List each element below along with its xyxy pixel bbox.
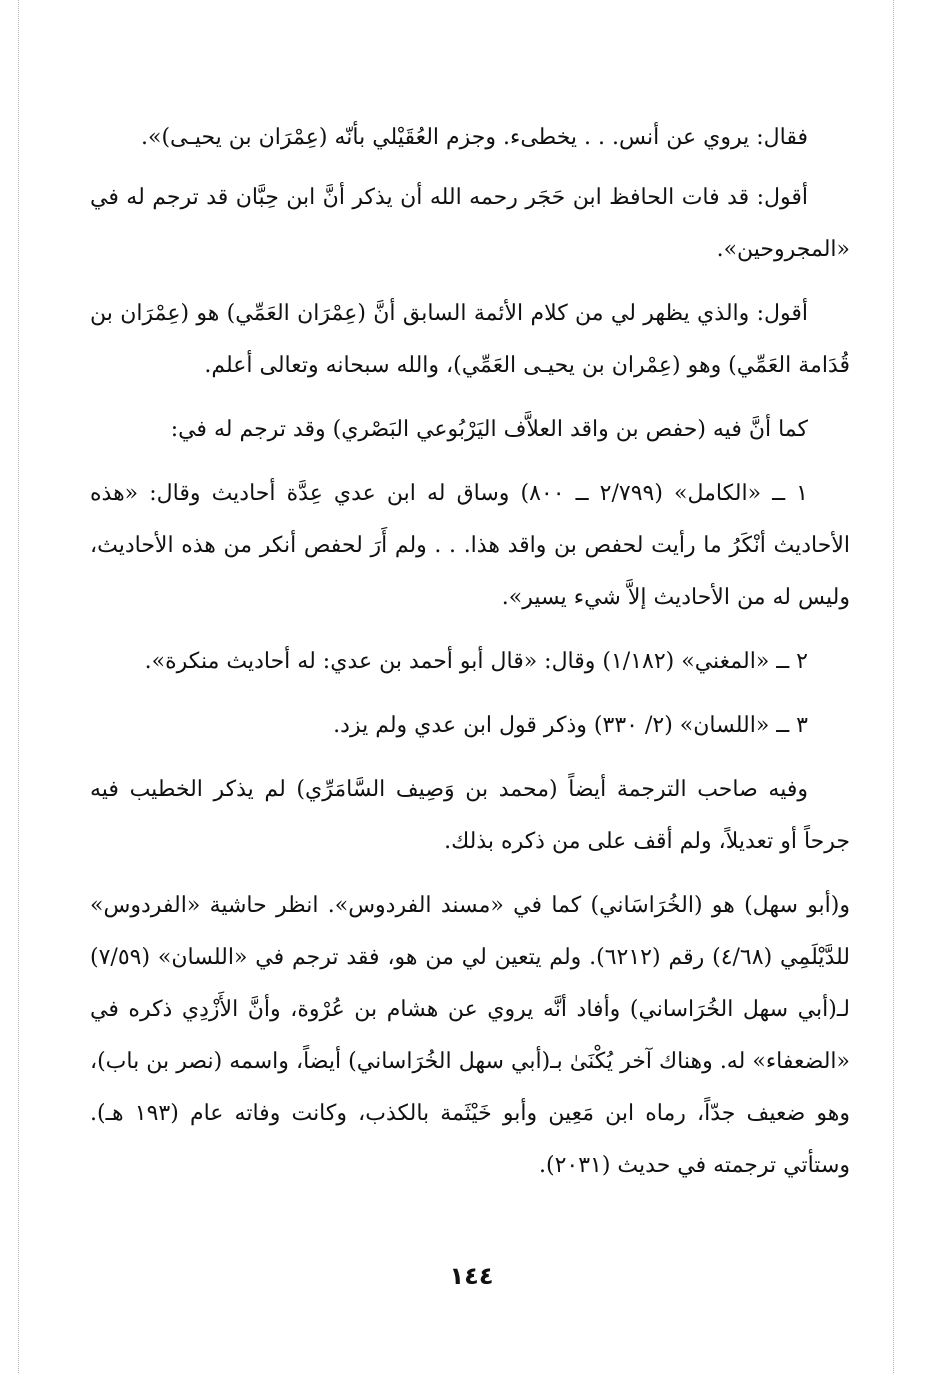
paragraph-8: وفيه صاحب الترجمة أيضاً (محمد بن وَصِيف السَّامَرِّي) لم يذكر الخطيب فيه جرحاً أو تعديلاً، ولم أقف على من ذكره بذلك. <box>90 777 850 854</box>
page-number: ١٤٤ <box>449 1262 494 1290</box>
paragraph-1: فقال: يروي عن أنس. . . يخطىء. وجزم العُقَيْلي بأنّه (عِمْرَان بن يحيـى)». <box>141 125 808 150</box>
paragraph-2: أقول: قد فات الحافظ ابن حَجَر رحمه الله أن يذكر أنَّ ابن حِبَّان قد ترجم له في «المجروحين». <box>90 185 850 262</box>
paragraph-7: ٣ ــ «اللسان» (٢/ ٣٣٠) وذكر قول ابن عدي ولم يزد. <box>333 713 808 738</box>
paragraph-9: و(أبو سهل) هو (الخُرَاسَاني) كما في «مسند الفردوس». انظر حاشية «الفردوس» للدَّيْلَمِي (٤/٦٨) رقم (٦٢١٢). ولم يتعين لي من هو، فقد ترجم في «اللسان» (٧/٥٩) لـ(أبي سهل الخُرَاساني) وأفاد أنَّه يروي عن هشام بن عُرْوة، وأنَّ الأَزْدِي ذكره في «الضعفاء» له. وهناك آخر يُكْنَىٰ بـ(أبي سهل الخُرَاساني) أيضاً، واسمه (نصر بن باب)، وهو ضعيف جدّاً، رماه ابن مَعِين وأبو خَيْثَمة بالكذب، وكانت وفاته عام (١٩٣ هـ). وستأتي ترجمته في حديث (٢٠٣١). <box>90 893 851 1178</box>
paragraph-6: ٢ ــ «المغني» (١/١٨٢) وقال: «قال أبو أحمد بن عدي: له أحاديث منكرة». <box>144 649 808 674</box>
paragraph-4: كما أنَّ فيه (حفص بن واقد العلاَّف اليَرْبُوعي البَصْري) وقد ترجم له في: <box>170 417 808 442</box>
margin-dotted-line-left <box>18 0 19 1373</box>
paragraph-5: ١ ــ «الكامل» (٢/٧٩٩ ــ ٨٠٠) وساق له ابن عدي عِدَّة أحاديث وقال: «هذه الأحاديث أنْكَرُ ما رأيت لحفص بن واقد هذا. . . ولم أَرَ لحفص أنكر من هذه الأحاديث، وليس له من الأحاديث إلاَّ شيء يسير». <box>90 481 850 610</box>
page-body <box>90 112 850 1204</box>
margin-dotted-line-right <box>893 0 894 1373</box>
paragraph-3: أقول: والذي يظهر لي من كلام الأئمة السابق أنَّ (عِمْرَان العَمِّي) هو (عِمْرَان بن قُدَامة العَمِّي) وهو (عِمْران بن يحيـى العَمِّي)، والله سبحانه وتعالى أعلم. <box>90 301 850 378</box>
